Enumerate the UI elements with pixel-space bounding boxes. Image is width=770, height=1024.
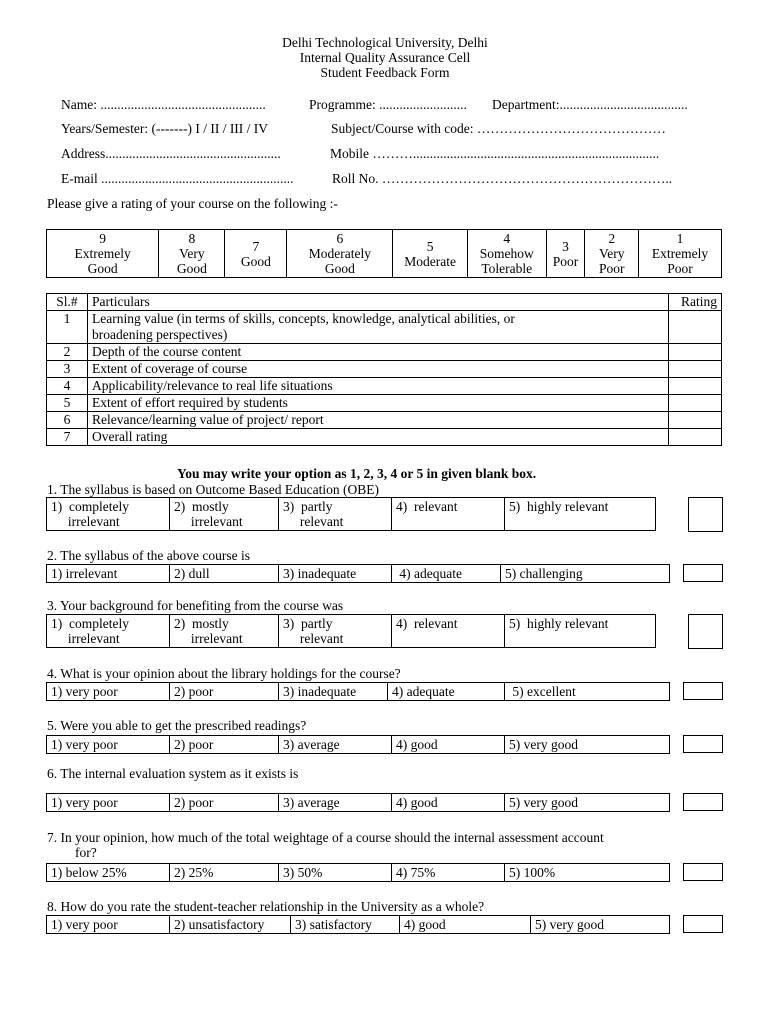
- scale-cell: 1 Extremely Poor: [638, 230, 721, 278]
- option: 5) very good: [505, 736, 670, 754]
- question-2-options: [46, 564, 670, 583]
- option: 3) satisfactory: [291, 916, 400, 934]
- question-4-text: 4. What is your opinion about the library holdings for the course?: [47, 666, 401, 681]
- option: 2) poor: [170, 794, 279, 812]
- question-1-text: 1. The syllabus is based on Outcome Based Education (OBE): [47, 482, 379, 497]
- option: 5) highly relevant: [505, 498, 656, 531]
- option: 1) completely irrelevant: [47, 615, 170, 648]
- option: 4) 75%: [392, 864, 505, 882]
- option: 3) inadequate: [279, 565, 392, 583]
- question-2-text: 2. The syllabus of the above course is: [47, 548, 250, 563]
- answer-box-4[interactable]: [683, 682, 723, 700]
- table-row: 2 Depth of the course content: [47, 344, 722, 361]
- roll-no-field[interactable]: Roll No. ………………………………………………………..: [332, 171, 673, 186]
- rating-input-4[interactable]: [669, 378, 722, 395]
- form-title: Student Feedback Form: [320, 65, 450, 80]
- question-7-text: 7. In your opinion, how much of the total weightage of a course should the internal assessment account: [47, 830, 604, 845]
- scale-cell: 8 Very Good: [159, 230, 225, 278]
- university-name: Delhi Technological University, Delhi: [282, 35, 488, 50]
- name-field[interactable]: Name: .................................................: [61, 97, 266, 112]
- answer-box-7[interactable]: [683, 863, 723, 881]
- answer-box-5[interactable]: [683, 735, 723, 753]
- address-field[interactable]: Address....................................................: [61, 146, 281, 161]
- answer-box-1[interactable]: [688, 497, 723, 532]
- option: 1) very poor: [47, 794, 170, 812]
- option: 4) good: [400, 916, 531, 934]
- answer-box-8[interactable]: [683, 915, 723, 933]
- question-6-text: 6. The internal evaluation system as it exists is: [47, 766, 299, 781]
- option: 2) dull: [170, 565, 279, 583]
- question-1-options: [46, 497, 656, 531]
- rating-input-6[interactable]: [669, 412, 722, 429]
- table-row: 4 Applicability/relevance to real life situations: [47, 378, 722, 395]
- rating-input-1[interactable]: [669, 311, 722, 344]
- rating-input-2[interactable]: [669, 344, 722, 361]
- option: 2) poor: [170, 736, 279, 754]
- rating-input-7[interactable]: [669, 429, 722, 446]
- option: 5) 100%: [505, 864, 670, 882]
- option: 2) unsatisfactory: [170, 916, 291, 934]
- answer-box-2[interactable]: [683, 564, 723, 582]
- question-3-text: 3. Your background for benefiting from the course was: [47, 598, 344, 613]
- table-row: 5 Extent of effort required by students: [47, 395, 722, 412]
- question-7-options: [46, 863, 670, 882]
- option: 1) very poor: [47, 916, 170, 934]
- option: 4) relevant: [392, 615, 505, 648]
- option: 4) adequate: [388, 683, 505, 701]
- scale-cell: 9 Extremely Good: [47, 230, 159, 278]
- particulars-header: Particulars: [88, 294, 669, 311]
- email-field[interactable]: E-mail .........................................................: [61, 171, 294, 186]
- table-row: 1 Learning value (in terms of skills, concepts, knowledge, analytical abilities, or broadening perspectives): [47, 311, 722, 344]
- particulars-table: [46, 293, 722, 446]
- table-row: 6 Relevance/learning value of project/ report: [47, 412, 722, 429]
- option: 3) 50%: [279, 864, 392, 882]
- rating-input-3[interactable]: [669, 361, 722, 378]
- scale-cell: 2 Very Poor: [585, 230, 639, 278]
- question-7-text-cont: for?: [75, 845, 97, 860]
- rating-input-5[interactable]: [669, 395, 722, 412]
- cell-name: Internal Quality Assurance Cell: [299, 50, 471, 65]
- question-5-text: 5. Were you able to get the prescribed readings?: [47, 718, 307, 733]
- option: 5) very good: [505, 794, 670, 812]
- scale-cell: 7 Good: [225, 230, 287, 278]
- option: 4) good: [392, 736, 505, 754]
- table-row: 3 Extent of coverage of course: [47, 361, 722, 378]
- option: 3) average: [279, 794, 392, 812]
- rating-instruction: Please give a rating of your course on the following :-: [47, 196, 338, 211]
- option: 2) 25%: [170, 864, 279, 882]
- rating-scale-table: [46, 229, 722, 278]
- option: 3) partly relevant: [279, 615, 392, 648]
- option: 4) good: [392, 794, 505, 812]
- question-6-options: [46, 793, 670, 812]
- option: 5) challenging: [501, 565, 670, 583]
- question-3-options: [46, 614, 656, 648]
- sl-header: Sl.#: [47, 294, 88, 311]
- programme-field[interactable]: Programme: ..........................: [309, 97, 467, 112]
- option: 3) average: [279, 736, 392, 754]
- option: 1) very poor: [47, 736, 170, 754]
- question-8-options: [46, 915, 670, 934]
- scale-cell: 5 Moderate: [393, 230, 468, 278]
- department-field[interactable]: Department:......................................: [492, 97, 688, 112]
- answer-box-3[interactable]: [688, 614, 723, 649]
- option: 5) very good: [531, 916, 670, 934]
- rating-header: Rating: [669, 294, 722, 311]
- option: 4) relevant: [392, 498, 505, 531]
- option: 1) very poor: [47, 683, 170, 701]
- answer-box-6[interactable]: [683, 793, 723, 811]
- option: 5) highly relevant: [505, 615, 656, 648]
- option: 1) completely irrelevant: [47, 498, 170, 531]
- years-semester-field[interactable]: Years/Semester: (-------) I / II / III / IV: [61, 121, 269, 136]
- option: 2) mostly irrelevant: [170, 615, 279, 648]
- option: 4) adequate: [392, 565, 501, 583]
- option: 3) partly relevant: [279, 498, 392, 531]
- scale-cell: 4 Somehow Tolerable: [467, 230, 546, 278]
- table-row: 7 Overall rating: [47, 429, 722, 446]
- option: 2) mostly irrelevant: [170, 498, 279, 531]
- scale-cell: 3 Poor: [546, 230, 585, 278]
- option: 3) inadequate: [279, 683, 388, 701]
- scale-cell: 6 Moderately Good: [287, 230, 393, 278]
- option: 2) poor: [170, 683, 279, 701]
- question-4-options: [46, 682, 670, 701]
- option: 1) irrelevant: [47, 565, 170, 583]
- mobile-field[interactable]: Mobile ……….........................................................................: [330, 146, 660, 161]
- question-8-text: 8. How do you rate the student-teacher relationship in the University as a whole?: [47, 899, 485, 914]
- option: 1) below 25%: [47, 864, 170, 882]
- subject-field[interactable]: Subject/Course with code: ……………………………………: [331, 121, 666, 136]
- question-5-options: [46, 735, 670, 754]
- option: 5) excellent: [505, 683, 670, 701]
- option-note: You may write your option as 1, 2, 3, 4 or 5 in given blank box.: [177, 466, 537, 481]
